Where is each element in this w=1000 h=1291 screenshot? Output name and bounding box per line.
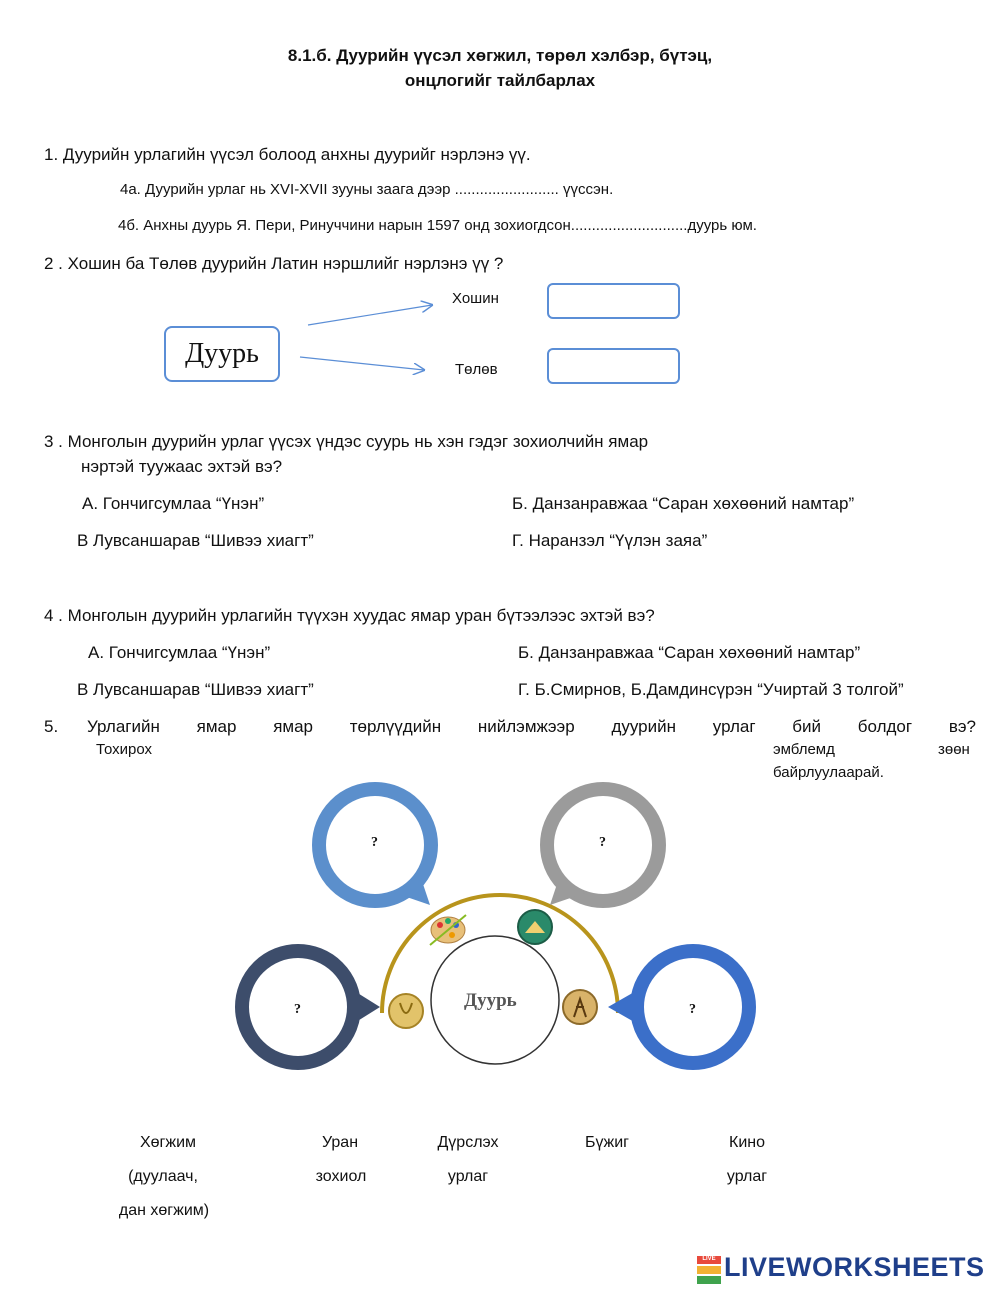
label-dance[interactable] xyxy=(557,1134,657,1152)
q5-word: төрлүүдийн xyxy=(349,717,442,736)
label-text: Хөгжим xyxy=(139,1134,197,1151)
q5-word: вэ? xyxy=(948,717,976,736)
arrow-to-comic xyxy=(308,305,432,325)
serious-answer-input[interactable] xyxy=(547,348,680,384)
bubble-left[interactable] xyxy=(242,951,380,1063)
question-mark-top-right: ? xyxy=(599,835,606,850)
page-title: 8.1.б. Дуурийн үүсэл хөгжил, төрөл хэлбэр, бүтэц, xyxy=(287,46,713,65)
q3-option-c[interactable]: В Лувсаншарав “Шивээ хиагт” xyxy=(77,531,314,550)
label-fine-art[interactable] xyxy=(418,1134,518,1186)
liveworksheets-logo-icon xyxy=(697,1256,721,1284)
label-film[interactable] xyxy=(697,1134,797,1186)
palette-icon[interactable] xyxy=(430,915,466,945)
label-text: урлаг xyxy=(447,1168,489,1185)
book-emblem-icon[interactable] xyxy=(518,910,552,944)
arrow-to-serious xyxy=(300,357,424,370)
q5-word: болдог xyxy=(857,717,913,736)
q4-option-c[interactable]: В Лувсаншарав “Шивээ хиагт” xyxy=(77,680,314,699)
logo-tag: LIVE xyxy=(697,1256,721,1264)
label-text: Уран xyxy=(321,1134,359,1151)
comic-answer-input[interactable] xyxy=(547,283,680,319)
q5-word: ямар xyxy=(196,717,237,736)
label-text: Кино xyxy=(729,1134,765,1151)
q5-word: нийлэмжээр xyxy=(477,717,575,736)
label-text: Дүрслэх xyxy=(437,1134,499,1151)
question-5-line2-left: Тохирох xyxy=(96,741,153,758)
q5-word: бий xyxy=(792,717,822,736)
label-text: урлаг xyxy=(726,1168,768,1185)
q3-option-d[interactable]: Г. Наранзэл “Үүлэн заяа” xyxy=(512,531,708,550)
q4-option-b[interactable]: Б. Данзанравжаа “Саран хөхөөний намтар” xyxy=(518,643,861,662)
diagram-center-label: Дуурь xyxy=(464,990,517,1011)
question-5-line3: байрлуулаарай. xyxy=(773,764,884,781)
question-5-line2-mid: эмблемд xyxy=(773,741,835,758)
question-mark-right: ? xyxy=(689,1002,696,1017)
q4-option-a[interactable]: А. Гончигсумлаа “Үнэн” xyxy=(88,643,271,662)
dance-icon[interactable] xyxy=(563,990,597,1024)
q3-option-b[interactable]: Б. Данзанравжаа “Саран хөхөөний намтар” xyxy=(512,494,855,513)
label-text: дан хөгжим) xyxy=(118,1202,210,1219)
arrows xyxy=(290,295,450,385)
question-mark-top-left: ? xyxy=(371,835,378,850)
q4-option-d[interactable]: Г. Б.Смирнов, Б.Дамдинсүрэн “Учиртай 3 толгой” xyxy=(518,680,904,699)
label-text: Бүжиг xyxy=(585,1134,629,1151)
bubble-right[interactable] xyxy=(608,951,749,1063)
question-5-number: 5. xyxy=(44,717,59,736)
question-5 xyxy=(87,717,976,737)
label-text: (дуулаач, xyxy=(128,1168,198,1185)
question-4: 4 . Монголын дуурийн урлагийн түүхэн хуудас ямар уран бүтээлээс эхтэй вэ? xyxy=(44,606,655,625)
q5-word: дуурийн xyxy=(611,717,677,736)
question-2: 2 . Хошин ба Төлөв дуурийн Латин нэршлийг нэрлэнэ үү ? xyxy=(44,254,504,273)
serious-label: Төлөв xyxy=(455,361,498,378)
question-1: 1. Дуурийн урлагийн үүсэл болоод анхны дуурийг нэрлэнэ үү. xyxy=(44,145,531,164)
opera-center-box: Дуурь xyxy=(164,326,280,382)
q5-word: ямар xyxy=(273,717,313,736)
question-5-line2-right: зөөн xyxy=(938,741,970,758)
question-3: 3 . Монголын дуурийн урлаг үүсэх үндэс суурь нь хэн гэдэг зохиолчийн ямар xyxy=(44,432,649,451)
liveworksheets-logo: LIVEWORKSHEETS xyxy=(724,1252,985,1282)
label-literature[interactable] xyxy=(290,1134,390,1186)
label-music[interactable] xyxy=(118,1134,218,1220)
label-text: зохиол xyxy=(315,1168,367,1185)
question-1b: 4б. Анхны дуурь Я. Пери, Ринуччини нарын 1597 онд зохиогдсон............................дуурь юм. xyxy=(118,217,757,234)
question-mark-left: ? xyxy=(294,1002,301,1017)
q5-word: Урлагийн xyxy=(87,717,160,736)
question-1a: 4а. Дуурийн урлаг нь XVI-XVII зууны заага дээр ......................... үүссэн. xyxy=(120,181,614,198)
q3-option-a[interactable]: А. Гончигсумлаа “Үнэн” xyxy=(82,494,265,513)
opera-diagram xyxy=(230,775,770,1095)
q5-word: урлаг xyxy=(712,717,756,736)
lyre-icon[interactable] xyxy=(389,994,423,1028)
comic-label: Хошин xyxy=(452,290,499,307)
question-3-line2: нэртэй туужаас эхтэй вэ? xyxy=(81,457,283,476)
page-subtitle: онцлогийг тайлбарлах xyxy=(404,71,596,90)
